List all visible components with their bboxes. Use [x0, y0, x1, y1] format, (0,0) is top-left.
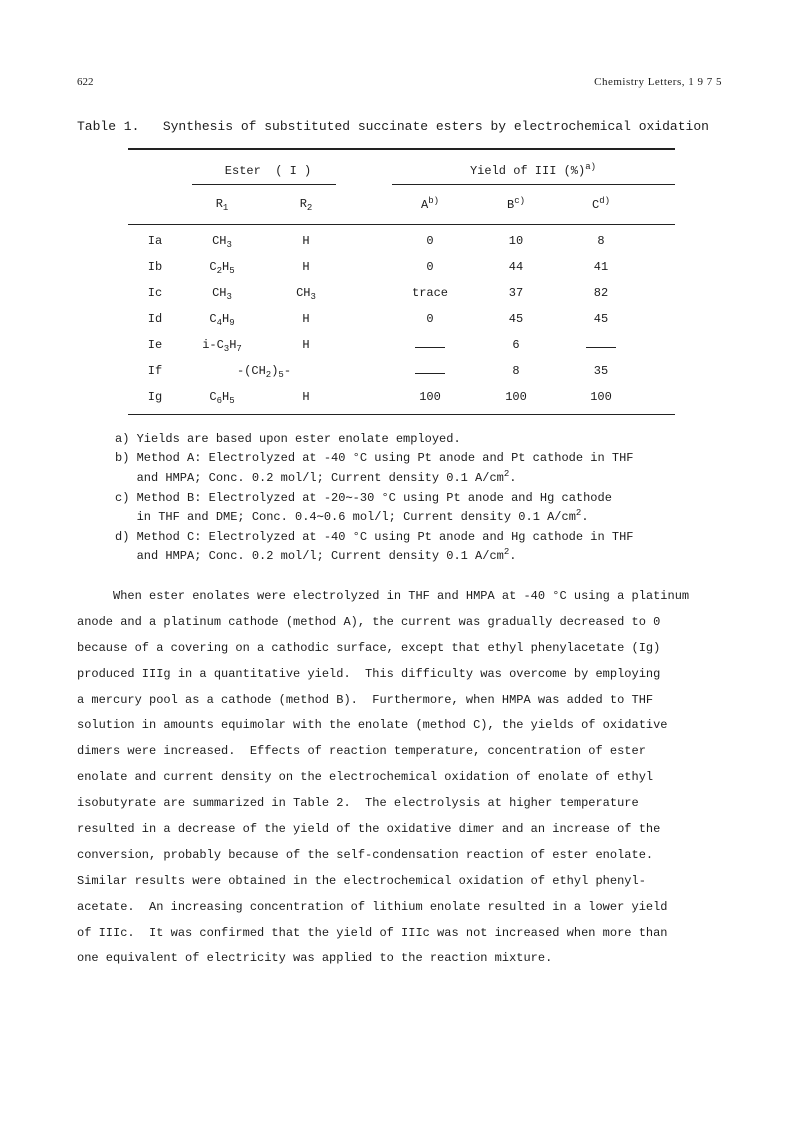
footnote-line: c) Method B: Electrolyzed at -20∼-30 °C using Pt anode and Hg cathode — [115, 491, 612, 505]
body-text-line: anode and a platinum cathode (method A), the current was gradually decreased to 0 — [77, 614, 661, 629]
table-cell-r2: $CH_3$ — [296, 286, 316, 302]
table-cell-c: 82 — [593, 286, 609, 300]
table-cell-c: 35 — [593, 364, 609, 378]
body-paragraph — [77, 584, 727, 972]
table-caption — [77, 119, 709, 134]
table-cell-id: Ic — [147, 286, 163, 300]
table-cell-r1: $C_4H_9$ — [209, 312, 235, 328]
body-text-line: conversion, probably because of the self-condensation reaction of ester enolate. — [77, 847, 654, 862]
table-cell-r1r2: $-(CH_2)_5-$ — [236, 364, 292, 380]
table-cell-b: 100 — [505, 390, 527, 404]
footnote-line: d) Method C: Electrolyzed at -40 °C using Pt anode and Hg cathode in THF — [115, 530, 634, 544]
footnote-line: in THF and DME; Conc. 0.4∼0.6 mol/l; Current density 0.1 $A/cm^2$. — [115, 508, 589, 524]
table-caption-label: Table 1. — [77, 119, 140, 134]
journal-running-head: Chemistry Letters, 1 9 7 5 — [594, 76, 722, 88]
body-text-line: acetate. An increasing concentration of lithium enolate resulted in a lower yield — [77, 899, 668, 914]
footnote-line: and HMPA; Conc. 0.2 mol/l; Current density 0.1 $A/cm^2$. — [115, 547, 517, 563]
table-cell-r1: $C_2H_5$ — [209, 260, 235, 276]
table-cell-c: 45 — [593, 312, 609, 326]
footnote-line: and HMPA; Conc. 0.2 mol/l; Current density 0.1 $A/cm^2$. — [115, 469, 517, 485]
body-text-line: dimers were increased. Effects of reaction temperature, concentration of ester — [77, 744, 646, 759]
footnote-line: b) Method A: Electrolyzed at -40 °C using Pt anode and Pt cathode in THF — [115, 451, 634, 465]
table-cell-a-dash — [415, 347, 445, 348]
table-cell-b: 10 — [508, 234, 524, 248]
body-text-line: resulted in a decrease of the yield of the oxidative dimer and an increase of the — [77, 822, 661, 837]
body-text-line: of IIIc. It was confirmed that the yield of IIIc was not increased when more than — [77, 925, 668, 940]
table-cell-id: Ia — [147, 234, 163, 248]
table-cell-a-dash — [415, 373, 445, 374]
col-header-r2: $R_2$ — [299, 197, 313, 213]
table-cell-r2: H — [302, 234, 310, 248]
table-bottom-rule — [128, 414, 675, 415]
table-cell-c-dash — [586, 347, 616, 348]
table-cell-r1: $CH_3$ — [212, 286, 232, 302]
body-text-line: a mercury pool as a cathode (method B). Furthermore, when HMPA was added to THF — [77, 692, 654, 707]
body-text-line: solution in amounts equimolar with the enolate (method C), the yields of oxidative — [77, 718, 668, 733]
table-cell-id: Ib — [147, 260, 163, 274]
table-cell-c: 41 — [593, 260, 609, 274]
table-cell-a: trace — [411, 286, 449, 300]
table-caption-text: Synthesis of substituted succinate esters by electrochemical oxidation — [162, 119, 709, 134]
table-cell-id: Id — [147, 312, 163, 326]
body-text-line: Similar results were obtained in the electrochemical oxidation of ethyl phenyl- — [77, 873, 646, 888]
ester-group-header: Ester ( I ) — [224, 164, 312, 178]
body-text-line: enolate and current density on the electrochemical oxidation of enolate of ethyl — [77, 770, 654, 785]
col-header-r1: $R_1$ — [215, 197, 229, 213]
table-cell-r2: H — [302, 338, 310, 352]
table-cell-r1: $i-C_3H_7$ — [202, 338, 242, 354]
table-cell-b: 44 — [508, 260, 524, 274]
table-cell-b: 45 — [508, 312, 524, 326]
body-text-line: When ester enolates were electrolyzed in THF and HMPA at -40 °C using a platinum — [77, 589, 690, 603]
table-cell-c: 100 — [590, 390, 612, 404]
table-cell-r2: H — [302, 260, 310, 274]
body-text-line: because of a covering on a cathodic surface, except that ethyl phenylacetate (Ig) — [77, 640, 661, 655]
table-cell-c: 8 — [597, 234, 605, 248]
col-header-a: $A^{b)}$ — [420, 196, 440, 212]
table-cell-b: 37 — [508, 286, 524, 300]
ester-group-rule — [192, 184, 336, 185]
table-cell-a: 100 — [419, 390, 441, 404]
header-bottom-rule — [128, 224, 675, 225]
body-text-line: isobutyrate are summarized in Table 2. The electrolysis at higher temperature — [77, 796, 639, 811]
yield-group-header: Yield of III (%)$^{a)}$ — [469, 162, 597, 178]
body-text-line: produced IIIg in a quantitative yield. This difficulty was overcome by employing — [77, 666, 661, 681]
table-cell-r2: H — [302, 312, 310, 326]
col-header-c: $C^{d)}$ — [591, 196, 611, 212]
table-cell-a: 0 — [426, 312, 434, 326]
table-cell-id: Ie — [147, 338, 163, 352]
footnote-line: a) Yields are based upon ester enolate employed. — [115, 432, 461, 446]
table-cell-r1: $CH_3$ — [212, 234, 232, 250]
yield-group-rule — [392, 184, 675, 185]
table-cell-b: 6 — [512, 338, 520, 352]
table-cell-b: 8 — [512, 364, 520, 378]
table-cell-id: Ig — [147, 390, 163, 404]
table-cell-r1: $C_6H_5$ — [209, 390, 235, 406]
table-cell-a: 0 — [426, 260, 434, 274]
col-header-b: $B^{c)}$ — [506, 196, 526, 212]
table-top-rule — [128, 148, 675, 150]
table-cell-id: If — [147, 364, 163, 378]
table-cell-r2: H — [302, 390, 310, 404]
table-cell-a: 0 — [426, 234, 434, 248]
page-number: 622 — [77, 76, 94, 88]
body-text-line: one equivalent of electricity was applied to the reaction mixture. — [77, 951, 553, 966]
